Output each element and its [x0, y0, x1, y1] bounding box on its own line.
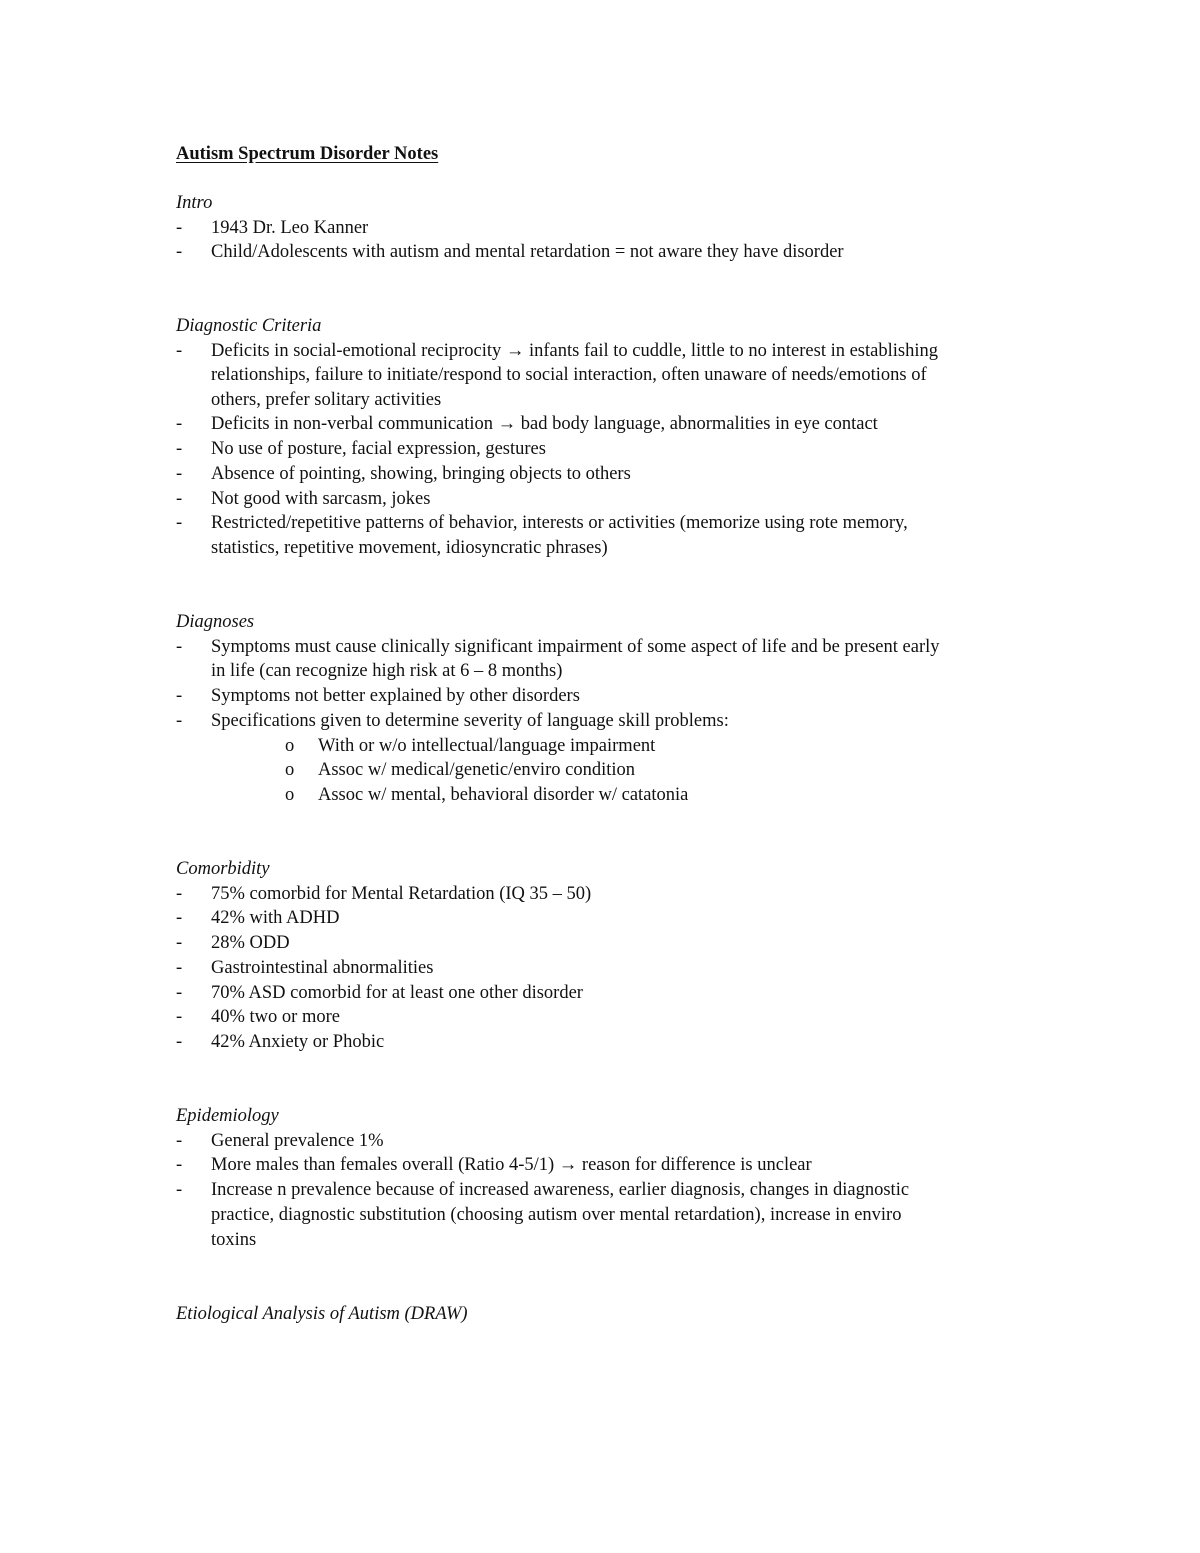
list-item-text: Not good with sarcasm, jokes — [211, 489, 431, 509]
list-item-text: Deficits in non-verbal communication → bad body language, abnormalities in eye contact — [211, 414, 878, 434]
bullet-dash: - — [176, 513, 183, 533]
bullet-dash: - — [176, 242, 183, 262]
bullet-dash: - — [176, 933, 183, 953]
list-item-text: Symptoms must cause clinically significant impairment of some aspect of life and be present early — [211, 637, 940, 657]
bullet-dash: - — [176, 1131, 183, 1151]
list-item-continuation: practice, diagnostic substitution (choosing autism over mental retardation), increase in enviro — [211, 1205, 902, 1225]
section-heading-diagnoses: Diagnoses — [176, 612, 255, 632]
bullet-dash: - — [176, 414, 183, 434]
bullet-dash: - — [176, 884, 183, 904]
list-item-text: 42% Anxiety or Phobic — [211, 1032, 385, 1052]
list-item-text: Increase n prevalence because of increased awareness, earlier diagnosis, changes in diagnostic — [211, 1180, 910, 1200]
list-item-text: Specifications given to determine severity of language skill problems: — [211, 711, 729, 731]
list-item-text: Symptoms not better explained by other disorders — [211, 686, 580, 706]
list-item-text: No use of posture, facial expression, gestures — [211, 439, 546, 459]
list-item-text: Deficits in social-emotional reciprocity → infants fail to cuddle, little to no interest in establishing — [211, 341, 938, 361]
list-item-text: Child/Adolescents with autism and mental retardation = not aware they have disorder — [211, 242, 844, 262]
list-item-text: General prevalence 1% — [211, 1131, 384, 1151]
list-item-text: 70% ASD comorbid for at least one other disorder — [211, 983, 583, 1003]
list-item-text: 28% ODD — [211, 933, 290, 953]
section-heading-etiological-analysis: Etiological Analysis of Autism (DRAW) — [176, 1304, 468, 1324]
bullet-dash: - — [176, 1007, 183, 1027]
bullet-dash: - — [176, 711, 183, 731]
list-item-text: More males than females overall (Ratio 4-5/1) → reason for difference is unclear — [211, 1155, 812, 1175]
list-item-continuation: statistics, repetitive movement, idiosyncratic phrases) — [211, 538, 608, 558]
sub-bullet-marker: o — [285, 760, 295, 780]
bullet-dash: - — [176, 1032, 183, 1052]
bullet-dash: - — [176, 218, 183, 238]
list-item-text: Restricted/repetitive patterns of behavior, interests or activities (memorize using rote memory, — [211, 513, 908, 533]
document-title: Autism Spectrum Disorder Notes — [176, 144, 439, 164]
bullet-dash: - — [176, 1180, 183, 1200]
bullet-dash: - — [176, 439, 183, 459]
bullet-dash: - — [176, 341, 183, 361]
list-item-continuation: relationships, failure to initiate/respond to social interaction, often unaware of needs/emotions of — [211, 365, 927, 385]
bullet-dash: - — [176, 489, 183, 509]
list-item-text: Absence of pointing, showing, bringing objects to others — [211, 464, 631, 484]
list-item-continuation: toxins — [211, 1230, 257, 1250]
sub-list-item-text: Assoc w/ mental, behavioral disorder w/ catatonia — [318, 785, 689, 805]
bullet-dash: - — [176, 983, 183, 1003]
list-item-text: 75% comorbid for Mental Retardation (IQ 35 – 50) — [211, 884, 592, 904]
bullet-dash: - — [176, 686, 183, 706]
sub-list-item-text: With or w/o intellectual/language impairment — [318, 736, 656, 756]
section-heading-intro: Intro — [176, 193, 213, 213]
bullet-dash: - — [176, 1155, 183, 1175]
sub-list-item-text: Assoc w/ medical/genetic/enviro condition — [318, 760, 635, 780]
sub-bullet-marker: o — [285, 736, 295, 756]
section-heading-diagnostic-criteria: Diagnostic Criteria — [176, 316, 322, 336]
list-item-text: Gastrointestinal abnormalities — [211, 958, 434, 978]
sub-bullet-marker: o — [285, 785, 295, 805]
list-item-continuation: in life (can recognize high risk at 6 – 8 months) — [211, 661, 563, 681]
list-item-continuation: others, prefer solitary activities — [211, 390, 442, 410]
list-item-text: 40% two or more — [211, 1007, 340, 1027]
section-heading-comorbidity: Comorbidity — [176, 859, 270, 879]
bullet-dash: - — [176, 464, 183, 484]
bullet-dash: - — [176, 958, 183, 978]
list-item-text: 1943 Dr. Leo Kanner — [211, 218, 369, 238]
bullet-dash: - — [176, 908, 183, 928]
bullet-dash: - — [176, 637, 183, 657]
list-item-text: 42% with ADHD — [211, 908, 340, 928]
section-heading-epidemiology: Epidemiology — [176, 1106, 279, 1126]
